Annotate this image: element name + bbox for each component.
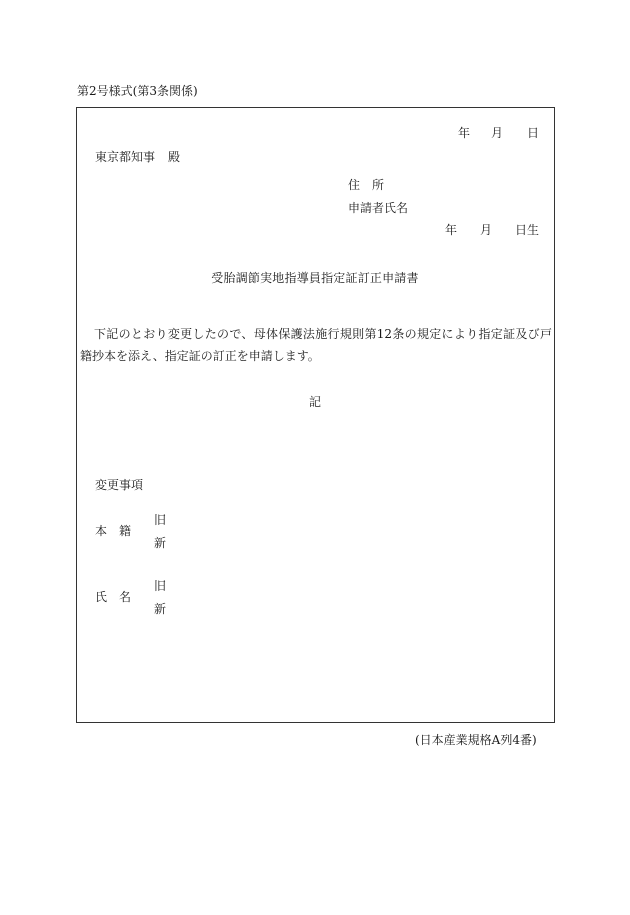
application-body-text: 下記のとおり変更したので、母体保護法施行規則第12条の規定により指定証及び戸籍抄本を添え、指定証の訂正を申請します。 — [80, 327, 552, 363]
date-day-label: 日 — [527, 126, 540, 140]
honseki-new-label: 新 — [154, 536, 167, 550]
honseki-old-label: 旧 — [154, 513, 167, 527]
document-title: 受胎調節実地指導員指定証訂正申請書 — [211, 271, 419, 285]
form-frame — [76, 107, 555, 723]
birth-day-label: 日生 — [515, 223, 540, 237]
applicant-name-label: 申請者氏名 — [348, 201, 409, 215]
changes-heading: 変更事項 — [95, 478, 144, 492]
date-year-label: 年 — [458, 126, 471, 140]
birth-month-label: 月 — [480, 223, 493, 237]
honseki-label: 本 籍 — [95, 524, 132, 538]
birth-year-label: 年 — [445, 223, 458, 237]
name-new-label: 新 — [154, 602, 167, 616]
address-label — [348, 179, 384, 191]
address-label-part-2: 所 — [372, 178, 385, 192]
addressee-honorific: 殿 — [168, 150, 181, 164]
address-label-part-1: 住 — [348, 178, 361, 192]
date-month-label: 月 — [491, 126, 504, 140]
name-label: 氏 名 — [95, 590, 132, 604]
form-number: 第2号様式(第3条関係) — [77, 84, 198, 98]
footer-note: (日本産業規格A列4番) — [415, 733, 537, 747]
ki-label: 記 — [308, 395, 321, 409]
addressee: 東京都知事 — [95, 150, 156, 164]
name-old-label: 旧 — [154, 579, 167, 593]
